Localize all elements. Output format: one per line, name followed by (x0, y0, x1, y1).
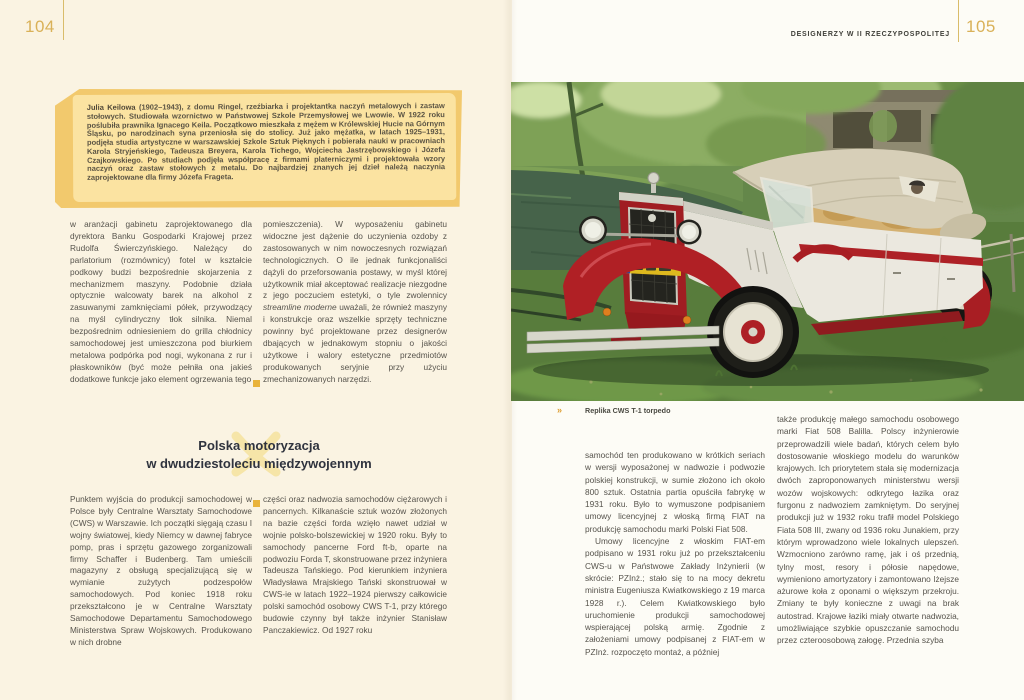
caption-chevrons-icon: » (557, 405, 562, 415)
header-rule-right (958, 0, 959, 42)
bio-text: Julia Keilowa (1902–1943), z domu Ringel, rzeźbiarka i projektantka naczyń metalowych i zastaw stołowych. Studiowała wzornictwo w Państwowej Szkole Przemysłowej we Lwowie. W 1922 roku poślubiła prawnika Ignacego Keila. Początkowo mieszkała z mężem w Królewskiej Hucie na Górnym Śląsku, po narodzinach syna przeniosła się do stolicy. Już jako mężatka, w latach 1925–1931, podjęła studia artystyczne w warszawskiej Szkole Sztuk Pięknych i pobierała nauki w pracowniach Karola Stryjeńskiego, Tadeusza Breyera, Karola Tichego, Wojciecha Jastrzębowskiego i Józefa Czajkowskiego. Po studiach podjęła współpracę z firmami platerniczymi i projektowała wzory naczyń oraz zastaw stołowych z metalu. Do najbardziej znanych jej dzieł należą naczynia zaprojektowane dla firmy Józefa Frageta. (86, 101, 446, 182)
section-end-marker-icon (253, 380, 260, 387)
section-title (70, 437, 448, 472)
photo-turn-signal (603, 308, 611, 316)
italic-term: streamline moderne (263, 302, 337, 313)
page-gutter (503, 0, 517, 700)
bio-box (73, 93, 457, 202)
article2-column-2: części oraz nadwozia samochodów ciężarowych i pancernych. Kilkanaście sztuk wozów złożonych na bazie części forda wzięło nawet udział w wojnie polsko-bolszewickiej w 1920 roku. Były to samochody pancerne Ford ft-b, oparte na podwoziu Forda T, skonstruowane przez inżyniera Tadeusza Tańskiego. Pod kierunkiem inżyniera Władysława Mrajskiego Tański skonstruował w CWS-ie w latach 1922–1924 pierwszy całkowicie polski samochód osobowy CWS T-1, przy którego budowie czynny był także inżynier Stanisław Panczakiewicz. Od 1927 roku (263, 494, 447, 635)
photo-headlight-bar (593, 234, 689, 236)
photo-headlight-right (677, 220, 702, 245)
photo-front-wheel (707, 286, 799, 378)
paragraph-marker-icon (253, 500, 260, 507)
photo-headlight-left (579, 216, 607, 244)
page-number-left: 104 (25, 17, 55, 36)
article2-column-1: Punktem wyjścia do produkcji samochodowej w Polsce były Centralne Warsztaty Samochodowe (CWS) w Warszawie. Ich początki sięgają czasu I wojny światowej, kiedy Niemcy w dawnej fabryce pomp, pras i sprzętu gazowego zorganizowali firmy Schaffer i Budenberg. Tam umieścili magazyny z obsługą specjalizującą się w wymianie zużytych podzespołów samochodowych. Pod koniec 1918 roku przekształcono je w Centralne Warsztaty Samochodowe Departamentu Samochodowego Ministerstwa Spraw Wojskowych. Produkowano w nich drobne (70, 494, 252, 647)
page-number-right: 105 (966, 17, 996, 36)
bio-name: Julia Keilowa (86, 102, 136, 112)
running-head: DESIGNERZY W II RZECZYPOSPOLITEJ (790, 31, 950, 38)
article1-column-1: w aranżacji gabinetu zaprojektowanego dla dyrektora Banku Gospodarki Krajowej przez Rudolfa Świerczyńskiego. Należący do parlatorium (rozmównicy) fotel w kształcie podkowy budzi bezpośrednie skojarzenia z mechanizmem maszyny. Podobnie działa optycznie walcowaty barek na alkohol z zasuwanymi zamknięciami półek, przywodzący na myśl cylindryczny tłok silnika. Niemal bezpośrednim odniesieniem do grilla chłodnicy samochodowej jest umieszczona pod biurkiem metalowa podpórka pod nogi, wykonana z rur i płaskowników (być może pełniła ona jakieś dodatkowe funkcje jako element ogrzewania tego (70, 219, 252, 384)
right-column-1: samochód ten produkowano w krótkich seriach w wersji wyposażonej w nadwozie i podwozie polskiej konstrukcji, w sumie złożono ich około 800 sztuk. Ostatnia partia opuściła fabrykę w 1931 roku. Było to wymuszone podpisaniem umowy licencyjnej z włoską firmą FIAT na produkcję samochodu marki Polski Fiat 508. Umowy licencyjne z włoskim FIAT-em podpisano w 1931 roku już po przekształceniu CWS-u w Państwowe Zakłady Inżynierii (w skrócie: PZInż.; stało się to na mocy dekretu ministra Eugeniusza Kwiatkowskiego z 19 marca 1928 r.). Celem Kwiatkowskiego było uruchomienie produkcji samochodowej wspierającej polską armię. Zgodnie z założeniami umowy podpisanej z FIAT-em w PZInż. rozpoczęto montaż, a później (585, 450, 765, 657)
section-title-line2: w dwudziestoleciu międzywojennym (146, 455, 372, 471)
article1-column-2: pomieszczenia). W wyposażeniu gabinetu widoczne jest dążenie do uczynienia ozdoby z zastosowanych w nim nowoczesnych rozwiązań technologicznych. O ile jednak funkcjonaliści dążyli do przeforsowania postawy, w myśl której użytkownik miał akceptować realizacje niezgodne z jego poczuciem estetyki, o tyle zwolennicy streamline moderne uważali, że również maszyny i konstrukcje oraz wszelkie sprzęty techniczne powinny być projektowane przez designerów dbających w jednakowym stopniu o jakości użytkowe i walory estetyczne przedmiotów produkowanych seryjnie przy użyciu zmechanizowanych narzędzi. (263, 219, 447, 384)
photo-caption: Replika CWS T-1 torpedo (585, 406, 671, 415)
section-title-line1: Polska motoryzacja (198, 438, 320, 453)
car-photo (511, 82, 1024, 401)
right-column-2: także produkcję małego samochodu osobowego marki Fiat 508 Balilla. Polscy inżynierowie przeprowadzili wiele badań, których celem było dostosowanie włoskiego modelu do warunków krajowych. Ich priorytetem stała się modernizacja dwóch zaproponowanych ministerstwu wersji wozów wojskowych: odkrytego łazika oraz furgonu z nadwoziem zamkniętym. Do seryjnej produkcji już w 1932 roku trafił model Polskiego Fiata 508 III, zwany od 1936 roku Junakiem, przy którym wprowadzono wiele lokalnych ulepszeń. Wzmocniono zarówno ramę, jak i oś przednią, tylny most, resory i półosie napędowe, wymieniono amortyzatory i zamontowano lżejsze ażurowe koła z oponami o większym przekroju. Zmiany te były konieczne z uwagi na brak autostrad. Krajowe łaziki miały otwarte nadwozia, umożliwiające szybkie opuszczanie samochodu przez czteroosobową załogę. Przednia szyba (777, 414, 959, 646)
